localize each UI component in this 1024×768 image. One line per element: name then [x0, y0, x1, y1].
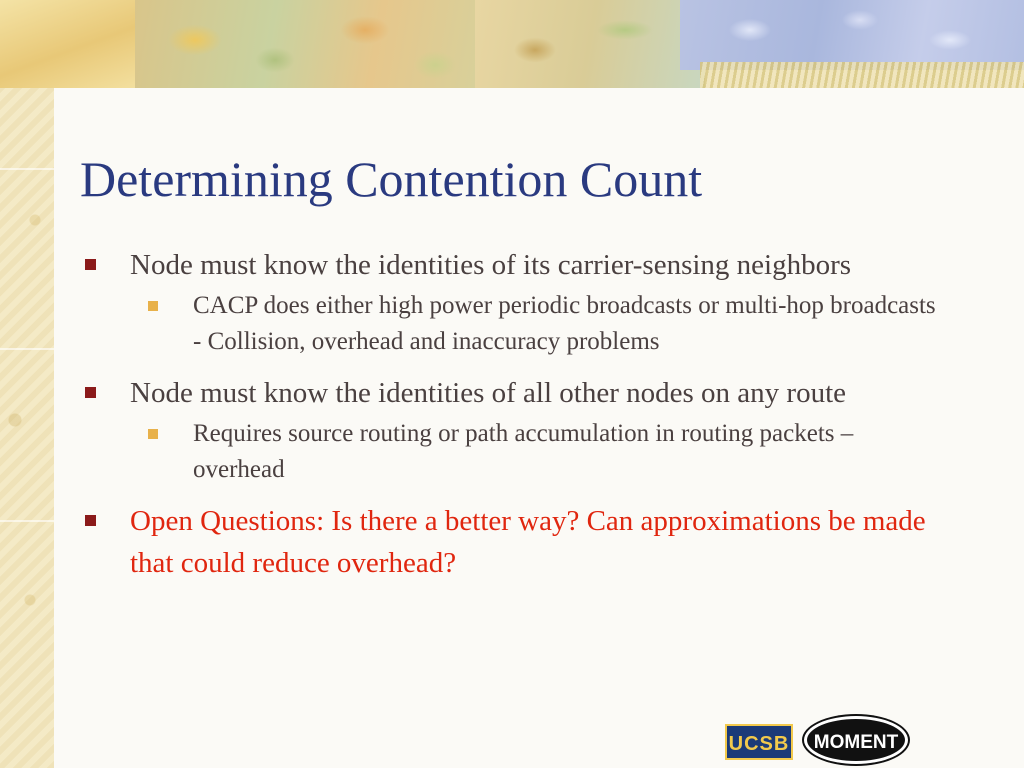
sub-bullet-text: Requires source routing or path accumulation in routing packets – overhead: [193, 420, 854, 483]
bullet-item-open-questions: [80, 500, 940, 584]
bullet-text: Node must know the identities of all other nodes on any route: [130, 377, 846, 409]
banner-gold-panel: [0, 0, 140, 88]
bullet-text: Node must know the identities of its carrier-sensing neighbors: [130, 249, 852, 281]
bullet-text: Open Questions: Is there a better way? Can approximations be made that could reduce overhead?: [130, 505, 926, 579]
sub-bullet-item: [130, 288, 940, 360]
square-bullet-icon: [85, 259, 96, 270]
slide-title: Determining Contention Count: [80, 151, 703, 207]
moment-logo: MOMENT: [804, 716, 908, 764]
sub-bullet-item: [130, 416, 940, 488]
square-bullet-icon: [85, 387, 96, 398]
banner-grass-panel: [700, 62, 1024, 88]
top-decorative-banner: [0, 0, 1024, 88]
square-bullet-icon: [85, 515, 96, 526]
square-sub-bullet-icon: [148, 301, 158, 311]
square-sub-bullet-icon: [148, 429, 158, 439]
bullet-item: [80, 372, 940, 488]
left-decorative-strip: [0, 0, 54, 768]
banner-middle-panel: [475, 0, 705, 88]
strip-seam: [0, 168, 54, 170]
sub-bullet-text: CACP does either high power periodic broadcasts or multi-hop broadcasts - Collision, overhead and inaccuracy problems: [193, 292, 936, 355]
bullet-item: [80, 244, 940, 360]
ucsb-logo: UCSB: [725, 724, 793, 760]
strip-seam: [0, 348, 54, 350]
bullet-list: [80, 244, 940, 588]
strip-seam: [0, 520, 54, 522]
banner-leaf-panel: [135, 0, 475, 88]
sub-bullet-list: [130, 416, 940, 488]
banner-blue-panel: [680, 0, 1024, 70]
sub-bullet-list: [130, 288, 940, 360]
